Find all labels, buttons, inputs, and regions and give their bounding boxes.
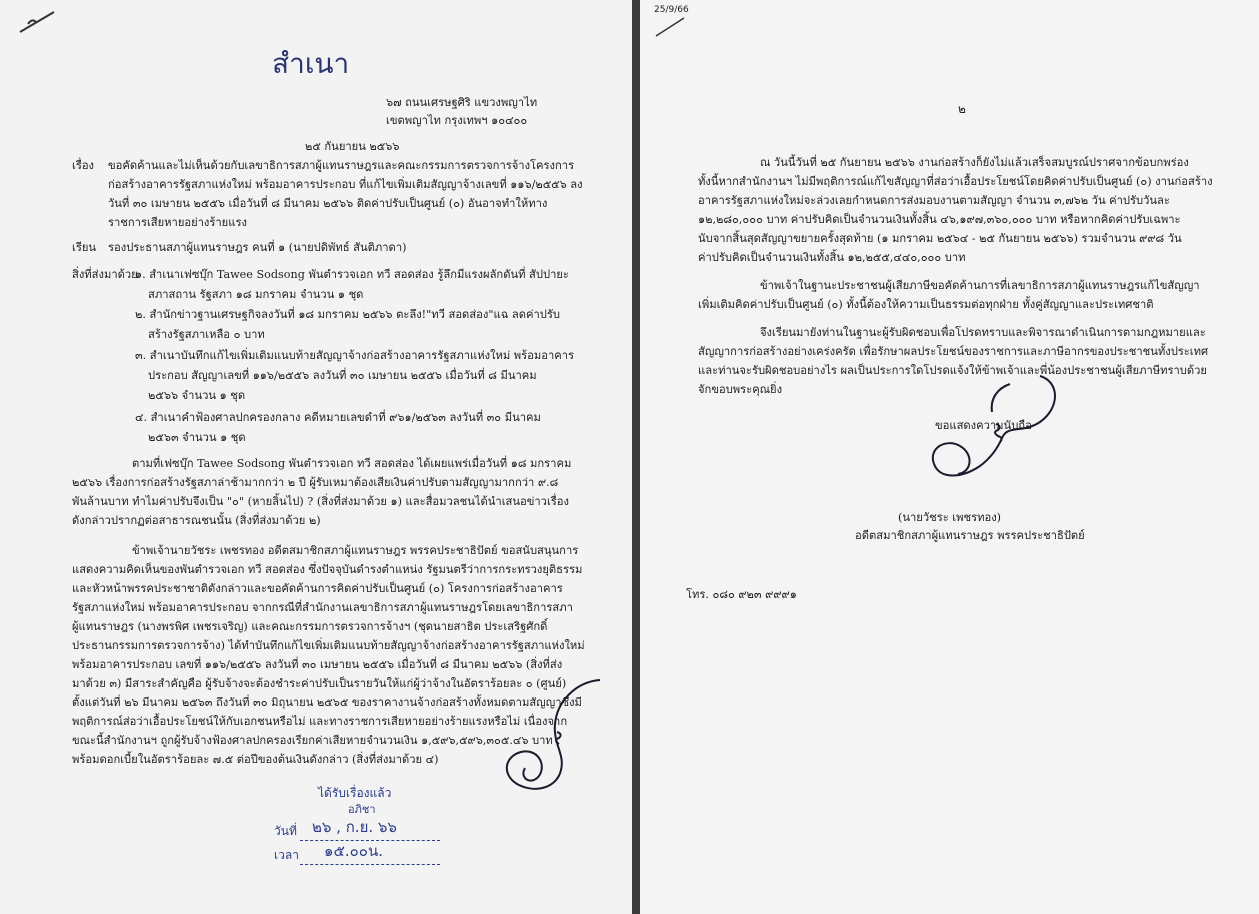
stamp-initials: อภิชา <box>348 803 376 816</box>
body-line: ประธานกรรมการตรวจการจ้าง) ได้ทำบันทึกแก้ไขเพิ่มเติมแนบท้ายสัญญาจ้างก่อสร้างอาคารรัฐสภาแห่งใหม่ <box>72 639 585 652</box>
body-line: ๒๕๖๖ เรื่องการก่อสร้างรัฐสภาล่าช้ามากกว่า ๒ ปี ผู้รับเหมาต้องเสียเงินค่าปรับตามสัญญามากกว่า ๙.๘ <box>72 476 559 489</box>
body-line: ดังกล่าวปรากฏต่อสาธารณชนนั้น (สิ่งที่ส่งมาด้วย ๒) <box>72 514 321 527</box>
body-line: ข้าพเจ้าในฐานะประชาชนผู้เสียภาษีขอคัดค้านการที่เลขาธิการสภาผู้แทนราษฎรแก้ไขสัญญา <box>760 279 1200 292</box>
receipt-stamp <box>270 780 445 880</box>
body-line: เพิ่มเติมคิดค่าปรับเป็นศูนย์ (๐) ทั้งนี้ต้องให้ความเป็นธรรมต่อทุกฝ่าย ทั้งคู่สัญญาและประเทศชาติ <box>698 298 1154 311</box>
signer-title: อดีตสมาชิกสภาผู้แทนราษฎร พรรคประชาธิปัตย์ <box>855 529 1085 542</box>
subject-line: วันที่ ๓๐ เมษายน ๒๕๕๖ เมื่อวันที่ ๘ มีนาคม ๒๕๖๖ ติดค่าปรับเป็นศูนย์ (๐) อันอาจทำให้ทาง <box>108 197 548 210</box>
body-line: ผู้แทนราษฎร (นางพรพิศ เพชรเจริญ) และคณะกรรมการตรวจการจ้างฯ (ชุดนายสาธิต ประเสริฐศักดิ์ <box>72 620 548 633</box>
subject-line: ก่อสร้างอาคารรัฐสภาแห่งใหม่ พร้อมอาคารประกอบ ที่แก้ไขเพิ่มเติมสัญญาจ้างเลขที่ ๑๑๖/๒๕๕๖ ลง <box>108 178 583 191</box>
body-line: พันล้านบาท ทำไมค่าปรับจึงเป็น "๐" (หายลิ้นไป) ? (สิ่งที่ส่งมาด้วย ๑) และสื่อมวลชนได้นำเสนอข่าวเรื่อง <box>72 495 569 508</box>
sender-address-line-2: เขตพญาไท กรุงเทพฯ ๑๐๔๐๐ <box>386 114 528 127</box>
stamp-time-rule <box>300 864 440 865</box>
body-line: จึงเรียนมายังท่านในฐานะผู้รับผิดชอบเพื่อโปรดทราบและพิจารณาดำเนินการตามกฎหมายและ <box>760 326 1206 339</box>
body-line: และท่านจะรับผิดชอบอย่างไร ผลเป็นประการใดโปรดแจ้งให้ข้าพเจ้าและพี่น้องประชาชนผู้เสียภาษีทราบด้วย <box>698 364 1207 377</box>
document-title: สำเนา <box>272 47 350 80</box>
body-line: พร้อมดอกเบี้ยในอัตราร้อยละ ๗.๕ ต่อปีของต้นเงินดังกล่าว (สิ่งที่ส่งมาด้วย ๔) <box>72 753 439 766</box>
body-line: ณ วันนี้วันที่ ๒๕ กันยายน ๒๕๖๖ งานก่อสร้างก็ยังไม่แล้วเสร็จสมบูรณ์ปราศจากข้อบกพร่อง <box>760 156 1189 169</box>
subject-line: ราชการเสียหายอย่างร้ายแรง <box>108 216 247 229</box>
body-line: พฤติการณ์ส่อว่าเอื้อประโยชน์ให้กับเอกชนหรือไม่ และทางราชการเสียหายอย่างร้ายแรงหรือไม่ เนื่องจาก <box>72 715 568 728</box>
page-number: ๒ <box>958 102 966 116</box>
body-line: พร้อมอาคารประกอบ เลขที่ ๑๑๖/๒๕๕๖ ลงวันที่ ๓๐ เมษายน ๒๕๕๖ เมื่อวันที่ ๘ มีนาคม ๒๕๖๖ (สิ่งที่ส่ง <box>72 658 563 671</box>
stamp-date-rule <box>300 840 440 841</box>
enclosure-line: ๓. สำเนาบันทึกแก้ไขเพิ่มเติมแนบท้ายสัญญาจ้างก่อสร้างอาคารรัฐสภาแห่งใหม่ พร้อมอาคาร <box>135 349 575 362</box>
enclosure-line: ๒๕๖๖ จำนวน ๑ ชุด <box>148 389 246 402</box>
body-line: แสดงความคิดเห็นของพันตำรวจเอก ทวี สอดส่อง ซึ่งปัจจุบันดำรงตำแหน่ง รัฐมนตรีว่าการกระทรวงยุติธรรม <box>72 563 583 576</box>
body-line: อาคารรัฐสภาแห่งใหม่จะล่วงเลยกำหนดการส่งมอบงานตามสัญญา จำนวน ๓,๗๖๒ วัน ค่าปรับวันละ <box>698 194 1170 207</box>
enclosure-line: ๒. สำนักข่าวฐานเศรษฐกิจลงวันที่ ๑๘ มกราคม ๒๕๖๖ ตะลึง!"ทวี สอดส่อง"แฉ ลดค่าปรับ <box>135 308 560 321</box>
body-line: มาด้วย ๓) มีสาระสำคัญคือ ผู้รับจ้างจะต้องชำระค่าปรับเป็นรายวันให้แก่ผู้ว่าจ้างในอัตราร้อยละ ๐ (ศูนย์) <box>72 677 567 690</box>
body-line: ค่าปรับคิดเป็นจำนวนเงินทั้งสิ้น ๑๒,๒๕๕,๔๔๐,๐๐๐ บาท <box>698 251 966 264</box>
closing-salutation: ขอแสดงความนับถือ <box>935 419 1032 432</box>
stamp-received: ได้รับเรื่องแล้ว <box>318 786 392 800</box>
subject-label: เรื่อง <box>72 159 95 172</box>
enclosure-line: ๑. สำเนาเฟซบุ๊ก Tawee Sodsong พันตำรวจเอก ทวี สอดส่อง รู้ลึกมีแรงผลักดันที่ สัปปายะ <box>135 268 569 281</box>
enclosure-line: สร้างรัฐสภาเหลือ ๐ บาท <box>148 328 265 341</box>
corner-pen-mark <box>654 14 694 40</box>
enclosure-label: สิ่งที่ส่งมาด้วย <box>72 268 138 281</box>
recipient-text: รองประธานสภาผู้แทนราษฎร คนที่ ๑ (นายปดิพัทธ์ สันติภาดา) <box>108 241 407 254</box>
body-line: นับจากสิ้นสุดสัญญาขยายครั้งสุดท้าย (๑ มกราคม ๒๕๖๔ - ๒๕ กันยายน ๒๕๖๖) รวมจำนวน ๙๙๘ วัน <box>698 232 1182 245</box>
enclosure-line: สภาสถาน รัฐสภา ๑๘ มกราคม จำนวน ๑ ชุด <box>148 288 364 301</box>
enclosure-line: ประกอบ สัญญาเลขที่ ๑๑๖/๒๕๕๖ ลงวันที่ ๓๐ เมษายน ๒๕๕๖ เมื่อวันที่ ๘ มีนาคม <box>148 369 537 382</box>
body-line: รัฐสภาแห่งใหม่ พร้อมอาคารประกอบ จากกรณีที่สำนักงานเลขาธิการสภาผู้แทนราษฎรโดยเลขาธิการสภา <box>72 601 573 614</box>
enclosure-line: ๔. สำเนาคำฟ้องศาลปกครองกลาง คดีหมายเลขดำที่ ๙๖๑/๒๕๖๓ ลงวันที่ ๓๐ มีนาคม <box>135 411 541 424</box>
page-two <box>640 0 1259 914</box>
body-line: ข้าพเจ้านายวัชระ เพชรทอง อดีตสมาชิกสภาผู้แทนราษฎร พรรคประชาธิปัตย์ ขอสนับสนุนการ <box>132 544 579 557</box>
page-divider <box>632 0 640 914</box>
body-line: ขณะนี้สำนักงานฯ ถูกผู้รับจ้างฟ้องศาลปกครองเรียกค่าเสียหายจำนวนเงิน ๑,๕๙๖,๕๙๖,๓๐๕.๔๖ บาท <box>72 734 553 747</box>
author-signature <box>910 368 1070 518</box>
recipient-label: เรียน <box>72 241 97 254</box>
stamp-time-label: เวลา <box>274 848 299 862</box>
body-line: และหัวหน้าพรรคประชาชาติดังกล่าวและขอคัดค้านการคิดค่าปรับเป็นศูนย์ (๐) โครงการก่อสร้างอาคาร <box>72 582 563 595</box>
stamp-time-value: ๑๕.๐๐น. <box>324 842 383 860</box>
enclosure-line: ๒๕๖๓ จำนวน ๑ ชุด <box>148 431 246 444</box>
signer-name: (นายวัชระ เพชรทอง) <box>898 511 1002 524</box>
body-line: จักขอบพระคุณยิ่ง <box>698 383 783 396</box>
subject-line: ขอคัดค้านและไม่เห็นด้วยกับเลขาธิการสภาผู้แทนราษฎรและคณะกรรมการตรวจการจ้างโครงการ <box>108 159 575 172</box>
body-line: สัญญาการก่อสร้างอย่างเคร่งครัด เพื่อรักษาผลประโยชน์ของราชการและภาษีอากรของประชาชนทั้งประเทศ <box>698 345 1209 358</box>
stamp-date-label: วันที่ <box>274 824 297 838</box>
body-line: ตั้งแต่วันที่ ๒๖ มีนาคม ๒๕๖๓ ถึงวันที่ ๓๐ มิถุนายน ๒๕๖๕ ของราคางานจ้างก่อสร้างทั้งหมดตามสัญญาซึ่งมี <box>72 696 582 709</box>
stamp-date-value: ๒๖ , ก.ย. ๖๖ <box>312 818 397 836</box>
phone-number: โทร. ๐๘๐ ๙๒๓ ๙๙๙๑ <box>686 588 797 601</box>
sender-address-line-1: ๖๗ ถนนเศรษฐศิริ แขวงพญาไท <box>386 96 538 109</box>
body-line: ๑๒,๒๘๐,๐๐๐ บาท ค่าปรับคิดเป็นจำนวนเงินทั้งสิ้น ๔๖,๑๙๗,๓๖๐,๐๐๐ บาท หรือหากคิดค่าปรับเฉพาะ <box>698 213 1181 226</box>
corner-note: 25/9/66 <box>654 5 689 15</box>
initial-signature <box>495 672 605 812</box>
letter-date: ๒๕ กันยายน ๒๕๖๖ <box>305 140 400 153</box>
corner-pen-mark <box>18 6 58 36</box>
body-line: ทั้งนี้หากสำนักงานฯ ไม่มีพฤติการณ์แก้ไขสัญญาที่ส่อว่าเอื้อประโยชน์โดยคิดค่าปรับเป็นศูนย์ (๐) งานก่อสร้าง <box>698 175 1213 188</box>
body-line: ตามที่เฟซบุ๊ก Tawee Sodsong พันตำรวจเอก ทวี สอดส่อง ได้เผยแพร่เมื่อวันที่ ๑๘ มกราคม <box>132 457 572 470</box>
